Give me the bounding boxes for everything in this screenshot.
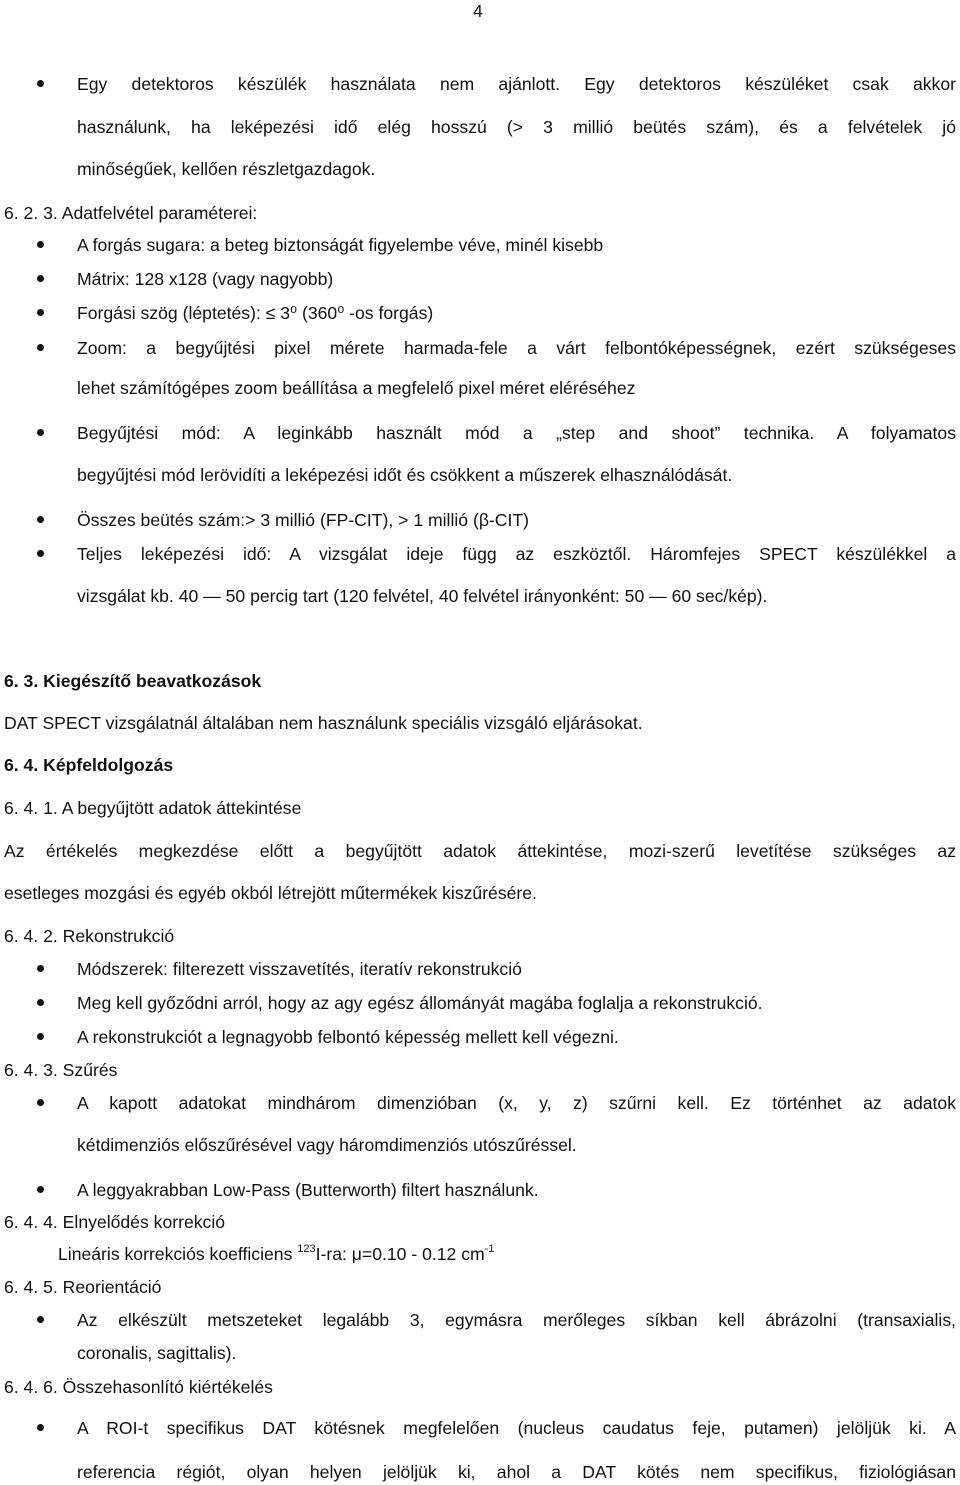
page-number: 4: [473, 1, 483, 21]
unit-superscript: -1: [484, 1243, 495, 1255]
list-item-continuation: lehet számítógépes zoom beállítása a megfelelő pixel méret eléréséhez: [77, 378, 636, 398]
formula-text: I-ra: μ=0.10 - 0.12 cm: [315, 1244, 485, 1264]
list-item-continuation: begyűjtési mód lerövidíti a leképezési időt és csökkent a műszerek elhasználódását.: [77, 465, 733, 485]
list-item-continuation: vizsgálat kb. 40 — 50 percig tart (120 felvétel, 40 felvétel irányonként: 50 — 60 sec/kép).: [77, 586, 768, 606]
section-heading: 6. 4. Képfeldolgozás: [4, 755, 174, 775]
bullet: [37, 1099, 44, 1106]
bullet: [37, 516, 44, 523]
list-item: Begyűjtési mód: A leginkább használt mód a „step and shoot” technika. A folyamatos: [77, 423, 956, 443]
bullet: [37, 1033, 44, 1040]
subsection-heading: 6. 4. 5. Reorientáció: [4, 1277, 162, 1297]
list-item: Zoom: a begyűjtési pixel mérete harmada-fele a várt felbontóképességnek, ezért szükségeses: [77, 338, 956, 358]
list-item: A rekonstrukciót a legnagyobb felbontó képesség mellett kell végezni.: [77, 1027, 619, 1047]
list-item: Mátrix: 128 x128 (vagy nagyobb): [77, 269, 334, 289]
paragraph-line: használunk, ha leképezési idő elég hosszú (> 3 millió beütés szám), és a felvételek jó: [77, 117, 956, 137]
isotope-superscript: 123: [297, 1243, 316, 1255]
bullet: [37, 344, 44, 351]
bullet: [37, 1316, 44, 1323]
list-item: Az elkészült metszeteket legalább 3, egymásra merőleges síkban kell ábrázolni (transaxialis,: [77, 1310, 956, 1330]
section-heading: 6. 3. Kiegészítő beavatkozások: [4, 671, 262, 691]
list-item: Meg kell győződni arról, hogy az agy egész állományát magába foglalja a rekonstrukció.: [77, 993, 763, 1013]
list-item: Összes beütés szám:> 3 millió (FP-CIT), > 1 millió (β-CIT): [77, 510, 529, 530]
list-item: A leggyakrabban Low-Pass (Butterworth) filtert használunk.: [77, 1180, 539, 1200]
list-item: A ROI-t specifikus DAT kötésnek megfelelően (nucleus caudatus feje, putamen) jelöljük ki. A: [77, 1418, 956, 1438]
bullet: [37, 309, 44, 316]
list-item: Forgási szög (léptetés): ≤ 3⁰ (360⁰ -os forgás): [77, 303, 434, 323]
bullet: [37, 1186, 44, 1193]
paragraph-line: Egy detektoros készülék használata nem ajánlott. Egy detektoros készüléket csak akkor: [77, 74, 956, 94]
bullet: [37, 550, 44, 557]
paragraph-line: minőségűek, kellően részletgazdagok.: [77, 159, 376, 179]
subsection-heading: 6. 4. 1. A begyűjtött adatok áttekintése: [4, 798, 302, 818]
paragraph-line: DAT SPECT vizsgálatnál általában nem használunk speciális vizsgáló eljárásokat.: [4, 713, 643, 733]
bullet: [37, 965, 44, 972]
bullet: [37, 241, 44, 248]
subsection-heading: 6. 4. 6. Összehasonlító kiértékelés: [4, 1377, 273, 1397]
list-item: Módszerek: filterezett visszavetítés, iteratív rekonstrukció: [77, 959, 522, 979]
formula-text: Lineáris korrekciós koefficiens: [58, 1244, 298, 1264]
bullet: [37, 999, 44, 1006]
list-item-continuation: coronalis, sagittalis).: [77, 1343, 237, 1363]
list-item: A forgás sugara: a beteg biztonságát figyelembe véve, minél kisebb: [77, 235, 604, 255]
bullet: [37, 275, 44, 282]
bullet: [37, 80, 44, 87]
bullet: [37, 1424, 44, 1431]
list-item-continuation: kétdimenziós előszűrésével vagy háromdimenziós utószűréssel.: [77, 1135, 577, 1155]
subsection-heading: 6. 4. 2. Rekonstrukció: [4, 926, 175, 946]
section-heading: 6. 2. 3. Adatfelvétel paraméterei:: [4, 203, 258, 223]
list-item-continuation: referencia régiót, olyan helyen jelöljük ki, ahol a DAT kötés nem specifikus, fiziológiásan: [77, 1462, 956, 1482]
list-item: A kapott adatokat mindhárom dimenzióban (x, y, z) szűrni kell. Ez történhet az adatok: [77, 1093, 956, 1113]
bullet: [37, 429, 44, 436]
formula-line: [58, 1243, 494, 1265]
subsection-heading: 6. 4. 3. Szűrés: [4, 1060, 118, 1080]
paragraph-line: Az értékelés megkezdése előtt a begyűjtött adatok áttekintése, mozi-szerű levetítése szükséges az: [4, 841, 956, 861]
paragraph-line: esetleges mozgási és egyéb okból létrejött műtermékek kiszűrésére.: [4, 883, 537, 903]
subsection-heading: 6. 4. 4. Elnyelődés korrekció: [4, 1212, 226, 1232]
list-item: Teljes leképezési idő: A vizsgálat ideje függ az eszköztől. Háromfejes SPECT készülékkel a: [77, 544, 956, 564]
